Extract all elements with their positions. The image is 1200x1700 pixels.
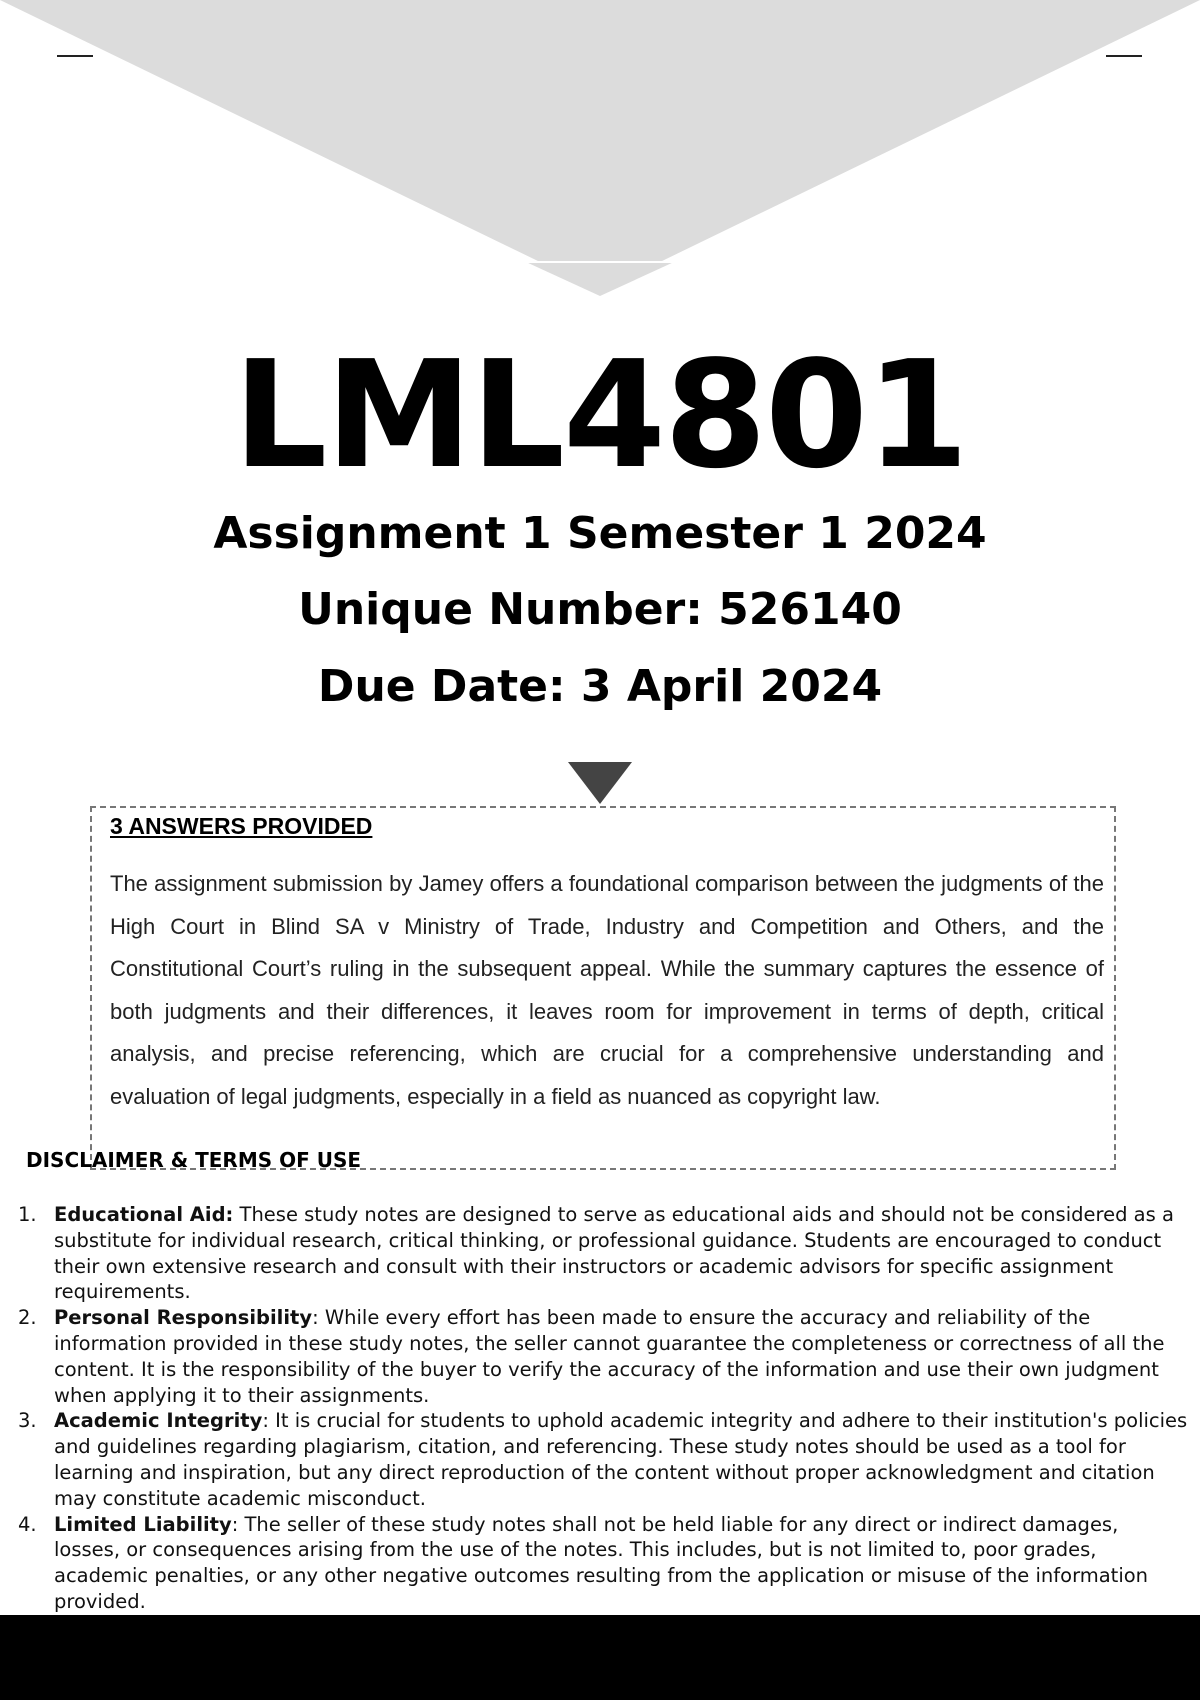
term-number: 4.	[18, 1512, 37, 1536]
term-item	[12, 1305, 1188, 1408]
term-item	[12, 1408, 1188, 1511]
header-banner-shape	[0, 0, 1200, 300]
corner-mark-right	[1106, 55, 1142, 57]
term-label: Educational Aid:	[54, 1203, 234, 1226]
terms-list	[12, 1202, 1188, 1615]
answers-box	[90, 806, 1116, 1170]
assignment-subtitle: Assignment 1 Semester 1 2024	[213, 508, 987, 559]
term-text: : While every effort has been made to ensure the accuracy and reliability of the information provided in these study notes, the seller cannot guarantee the completeness or correctness of all the content. It is the responsibility of the buyer to verify the accuracy of the information and use their own judgment when applying it to their assignments.	[54, 1306, 1165, 1407]
term-number: 2.	[18, 1306, 37, 1330]
term-item	[12, 1202, 1188, 1305]
footer-bar	[0, 1615, 1200, 1700]
term-number: 1.	[18, 1203, 37, 1226]
term-label: Academic Integrity	[54, 1409, 263, 1433]
down-arrow-icon	[568, 762, 632, 804]
term-label: Limited Liability	[54, 1512, 232, 1536]
answers-summary: The assignment submission by Jamey offers a foundational comparison between the judgments of the High Court in Blind SA v Ministry of Trade, Industry and Competition and Others, and the Constitutional Court’s ruling in the subsequent appeal. While the summary captures the essence of both judgments and their differences, it leaves room for improvement in terms of depth, critical analysis, and precise referencing, which are crucial for a comprehensive understanding and evaluation of legal judgments, especially in a field as nuanced as copyright law.	[110, 871, 1104, 1109]
term-text: : It is crucial for students to uphold academic integrity and adhere to their institution's policies and guidelines regarding plagiarism, citation, and referencing. These study notes should be used as a tool for learning and inspiration, but any direct reproduction of the content without proper acknowledgment and citation may constitute academic misconduct.	[54, 1409, 1188, 1510]
due-date: Due Date: 3 April 2024	[317, 661, 883, 712]
course-code-title: LML4801	[233, 329, 967, 501]
term-number: 3.	[18, 1409, 37, 1433]
answers-title: 3 ANSWERS PROVIDED	[110, 813, 373, 839]
disclaimer-heading: DISCLAIMER & TERMS OF USE	[26, 1148, 362, 1172]
unique-number: Unique Number: 526140	[298, 584, 902, 635]
term-label: Personal Responsibility	[54, 1306, 313, 1330]
term-text: : The seller of these study notes shall not be held liable for any direct or indirect damages, losses, or consequences arising from the use of the notes. This includes, but is not limited to, poor grades, academic penalties, or any other negative outcomes resulting from the application or misuse of the information provided.	[54, 1512, 1149, 1613]
term-item	[12, 1512, 1188, 1615]
term-text: These study notes are designed to serve as educational aids and should not be considered as a substitute for individual research, critical thinking, or professional guidance. Students are encouraged to conduct their own extensive research and consult with their instructors or academic advisors for specific assignment requirements.	[54, 1203, 1174, 1304]
corner-mark-left	[57, 55, 93, 57]
